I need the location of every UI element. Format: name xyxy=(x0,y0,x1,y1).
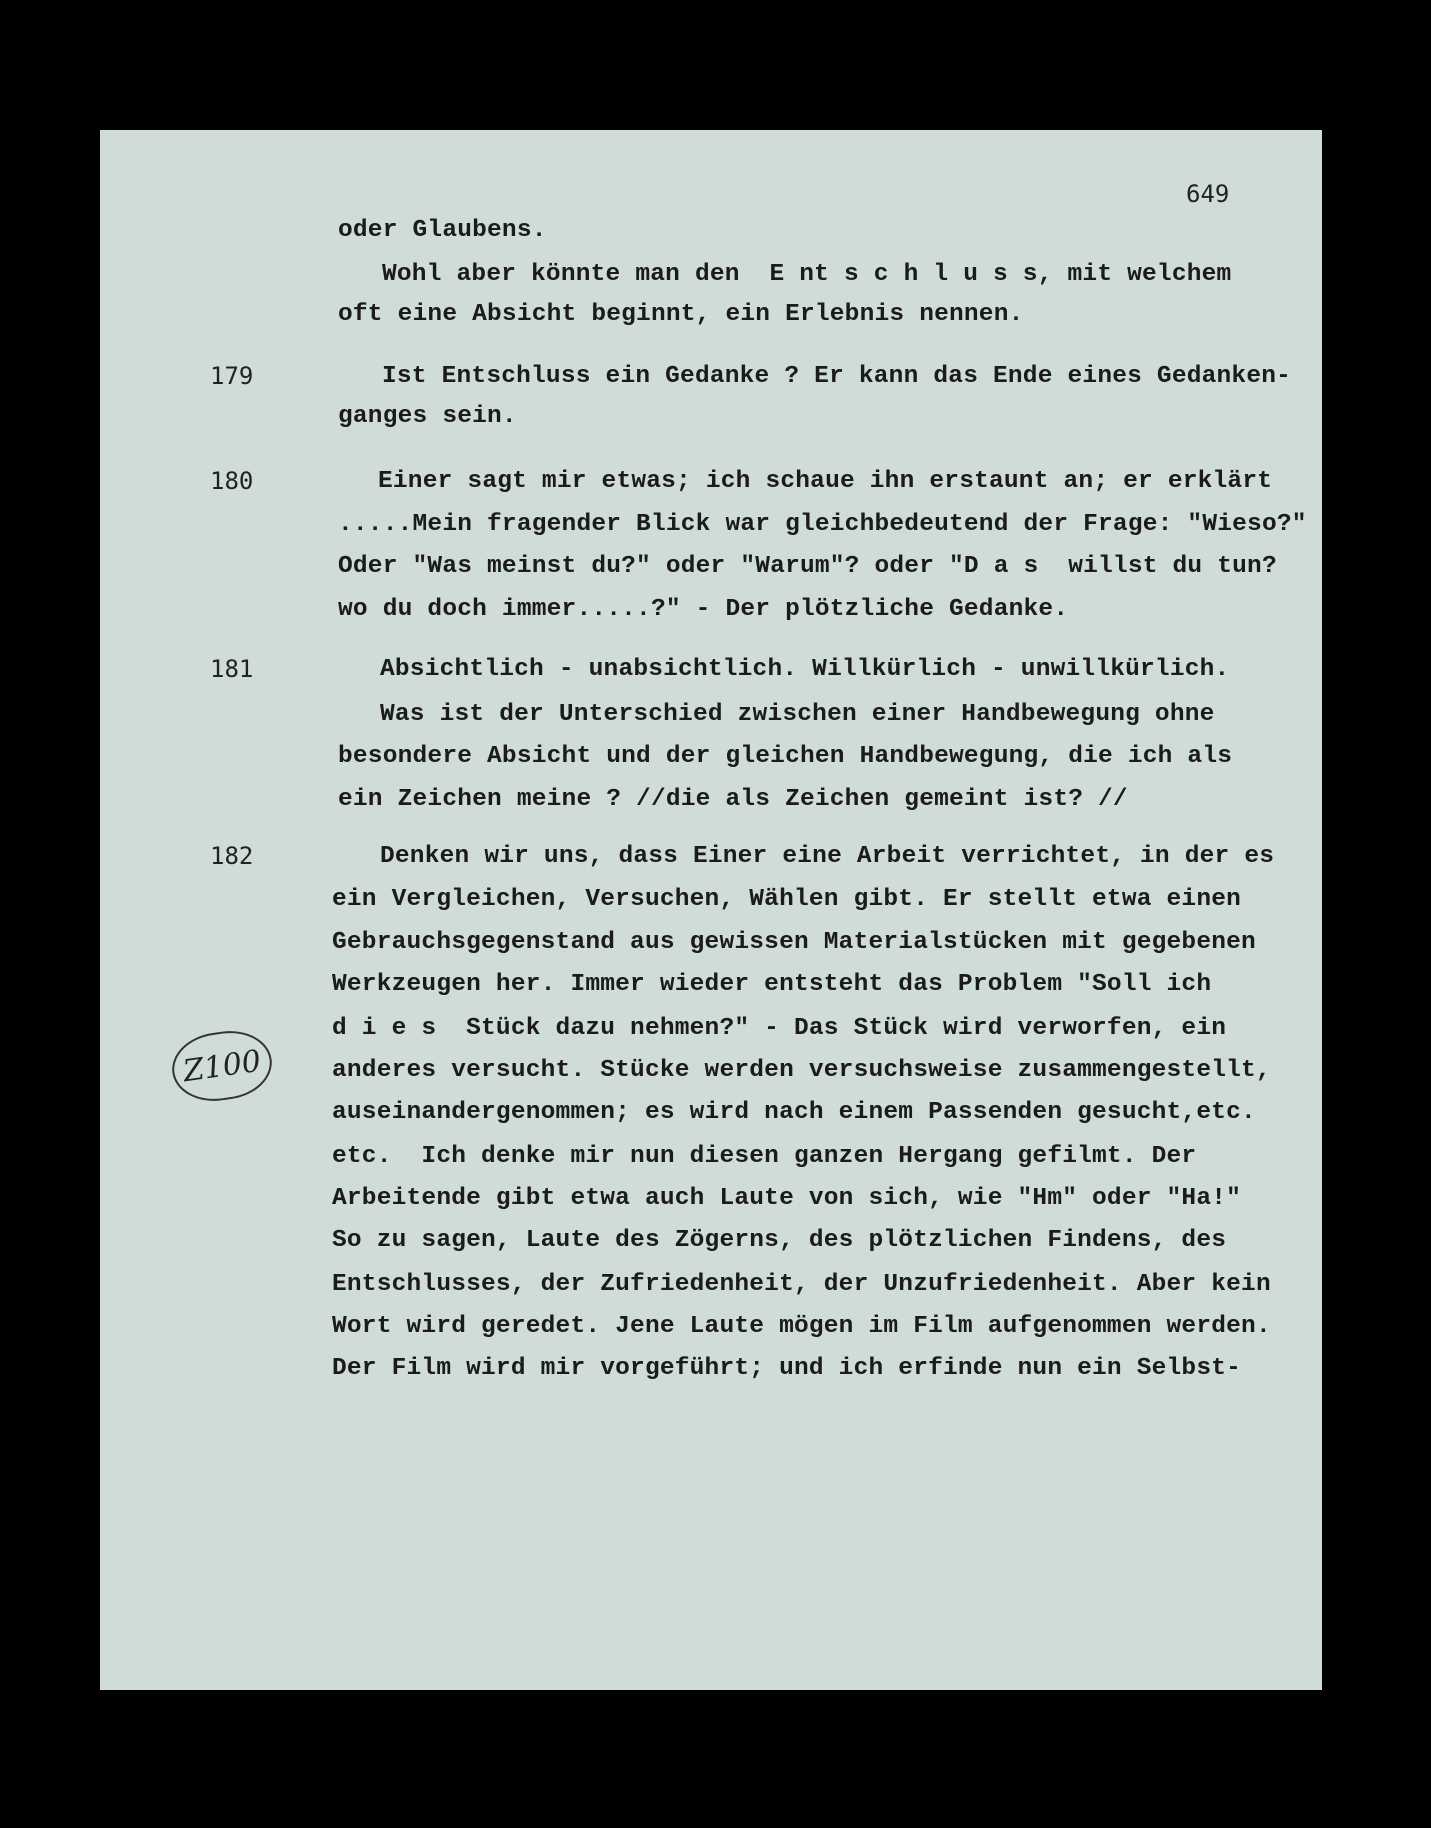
text-line: Denken wir uns, dass Einer eine Arbeit verrichtet, in der es xyxy=(380,843,1275,870)
text-line: ein Vergleichen, Versuchen, Wählen gibt. Er stellt etwa einen xyxy=(332,886,1242,913)
text-line: Werkzeugen her. Immer wieder entsteht das Problem "Soll ich xyxy=(332,971,1212,998)
section-number-181: 181 xyxy=(210,655,254,683)
text-line: Arbeitende gibt etwa auch Laute von sich, wie "Hm" oder "Ha!" xyxy=(332,1185,1242,1212)
text-line: wo du doch immer.....?" - Der plötzliche Gedanke. xyxy=(338,596,1069,623)
text-line: Wohl aber könnte man den E nt s c h l u s s, mit welchem xyxy=(382,261,1232,288)
text-line: ein Zeichen meine ? //die als Zeichen gemeint ist? // xyxy=(338,786,1128,813)
annotation-text: Z100 xyxy=(180,1043,264,1089)
text-line: Der Film wird mir vorgeführt; und ich erfinde nun ein Selbst- xyxy=(332,1355,1242,1382)
manuscript-page xyxy=(100,130,1322,1690)
text-line: ganges sein. xyxy=(338,403,517,430)
text-line: .....Mein fragender Blick war gleichbedeutend der Frage: "Wieso?" xyxy=(338,511,1307,538)
text-line: auseinandergenommen; es wird nach einem Passenden gesucht,etc. xyxy=(332,1099,1256,1126)
text-line: So zu sagen, Laute des Zögerns, des plötzlichen Findens, des xyxy=(332,1227,1227,1254)
text-line: Gebrauchsgegenstand aus gewissen Materialstücken mit gegebenen xyxy=(332,929,1256,956)
text-line: Einer sagt mir etwas; ich schaue ihn erstaunt an; er erklärt xyxy=(378,468,1273,495)
text-line: Entschlusses, der Zufriedenheit, der Unzufriedenheit. Aber kein xyxy=(332,1271,1271,1298)
text-line: Ist Entschluss ein Gedanke ? Er kann das Ende eines Gedanken- xyxy=(382,363,1292,390)
text-line: Oder "Was meinst du?" oder "Warum"? oder "D a s willst du tun? xyxy=(338,553,1277,580)
handwritten-annotation xyxy=(168,1025,276,1106)
text-line: d i e s Stück dazu nehmen?" - Das Stück wird verworfen, ein xyxy=(332,1015,1227,1042)
text-line: Wort wird geredet. Jene Laute mögen im Film aufgenommen werden. xyxy=(332,1313,1271,1340)
text-line: Absichtlich - unabsichtlich. Willkürlich - unwillkürlich. xyxy=(380,656,1230,683)
text-line: etc. Ich denke mir nun diesen ganzen Hergang gefilmt. Der xyxy=(332,1143,1197,1170)
text-line: Was ist der Unterschied zwischen einer Handbewegung ohne xyxy=(380,701,1215,728)
text-line: besondere Absicht und der gleichen Handbewegung, die ich als xyxy=(338,743,1233,770)
section-number-182: 182 xyxy=(210,842,254,870)
text-line: oder Glaubens. xyxy=(338,217,547,244)
page-number: 649 xyxy=(1186,180,1230,208)
section-number-180: 180 xyxy=(210,467,254,495)
text-line: oft eine Absicht beginnt, ein Erlebnis nennen. xyxy=(338,301,1024,328)
section-number-179: 179 xyxy=(210,362,254,390)
text-line: anderes versucht. Stücke werden versuchsweise zusammengestellt, xyxy=(332,1057,1271,1084)
